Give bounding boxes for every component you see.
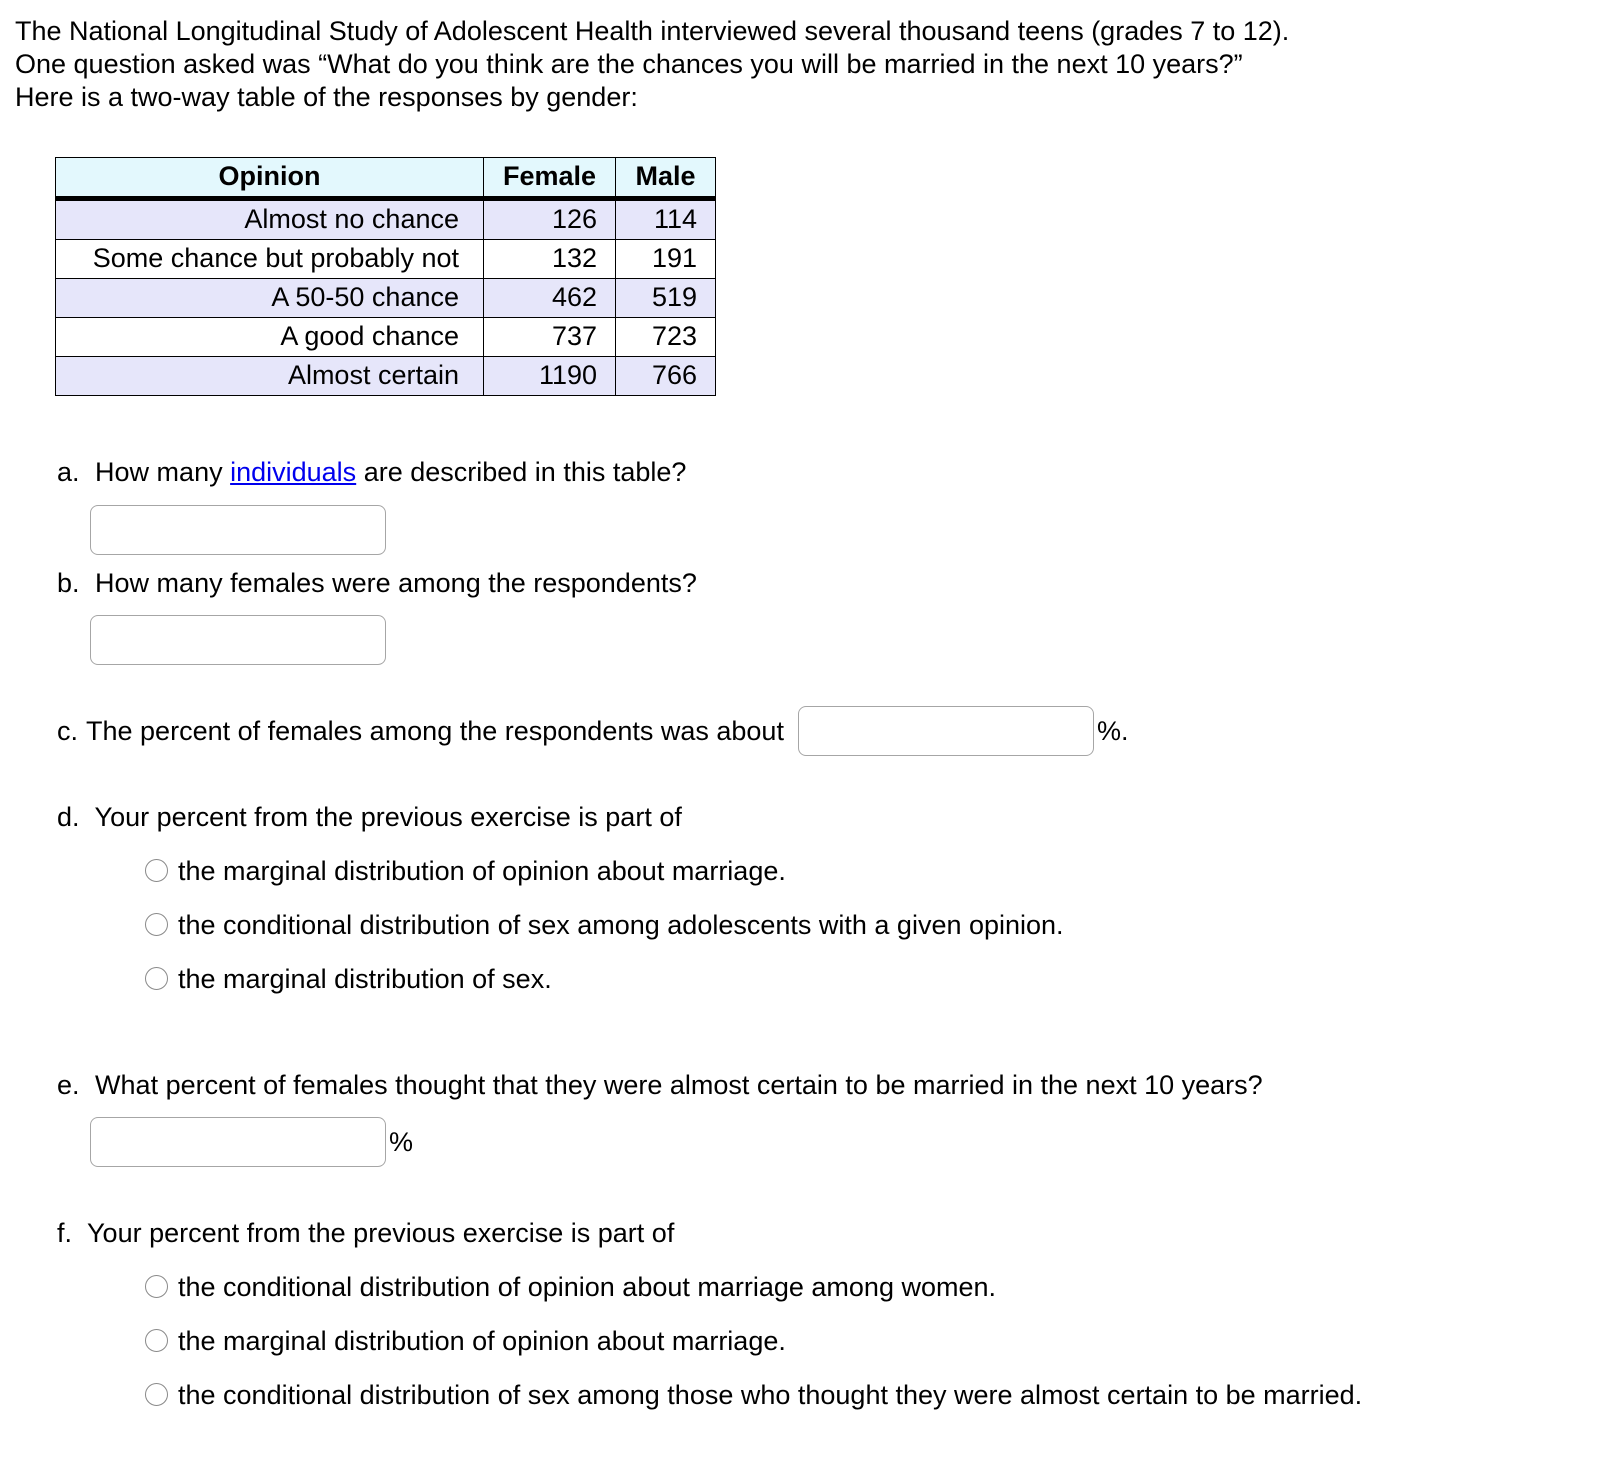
question-c [57,706,1582,756]
radio-button-icon[interactable] [145,1329,168,1352]
question-f-text: Your percent from the previous exercise is part of [87,1218,675,1249]
cell-female: 737 [484,317,616,356]
table-row [56,278,716,317]
option-f-1-label: the conditional distribution of opinion about marriage among women. [178,1271,997,1302]
option-d-1-label: the marginal distribution of opinion about marriage. [178,856,786,887]
cell-female: 1190 [484,356,616,395]
cell-male: 766 [616,356,716,395]
cell-male: 191 [616,239,716,278]
two-way-table [55,157,716,396]
answer-e-row [90,1117,1582,1167]
option-d-2-label: the conditional distribution of sex among adolescents with a given opinion. [178,910,1064,941]
individuals-link[interactable]: individuals [230,456,357,487]
intro-line-3: Here is a two-way table of the responses by gender: [15,82,638,113]
question-a-text-after: are described in this table? [363,456,687,487]
cell-opinion: Almost no chance [56,198,484,239]
option-d-1[interactable] [145,854,1582,889]
table-row [56,317,716,356]
cell-opinion: Some chance but probably not [56,239,484,278]
option-f-2-label: the marginal distribution of opinion about marriage. [178,1326,786,1357]
option-f-3-label: the conditional distribution of sex among those who thought they were almost certain to be married. [178,1380,1363,1411]
cell-female: 126 [484,198,616,239]
cell-male: 519 [616,278,716,317]
option-d-3[interactable] [145,962,1582,997]
cell-male: 114 [616,198,716,239]
question-c-label: c. [57,715,79,746]
cell-female: 132 [484,239,616,278]
option-f-1[interactable] [145,1270,1582,1305]
radio-button-icon[interactable] [145,913,168,936]
question-b-text: How many females were among the respondents? [95,567,697,598]
cell-male: 723 [616,317,716,356]
question-d-text: Your percent from the previous exercise is part of [94,802,682,833]
radio-button-icon[interactable] [145,1383,168,1406]
intro-line-2: One question asked was “What do you think are the chances you will be married in the next 10 years?” [15,49,1243,80]
answer-e-input[interactable] [90,1117,386,1167]
table-row [56,239,716,278]
cell-opinion: A good chance [56,317,484,356]
option-d-3-label: the marginal distribution of sex. [178,964,552,995]
answer-a-input[interactable] [90,505,386,555]
question-c-text: The percent of females among the respondents was about [86,715,784,746]
question-d [57,801,1582,835]
option-d-2[interactable] [145,908,1582,943]
header-opinion: Opinion [56,157,484,198]
question-f [57,1217,1582,1251]
radio-button-icon[interactable] [145,1275,168,1298]
question-e-suffix: % [389,1126,414,1157]
question-e-label: e. [57,1070,80,1101]
header-female: Female [484,157,616,198]
radio-button-icon[interactable] [145,859,168,882]
table-row [56,356,716,395]
intro-paragraph [15,15,1582,115]
answer-c-input[interactable] [798,706,1094,756]
question-e-text: What percent of females thought that they were almost certain to be married in the next 10 years? [95,1070,1263,1101]
question-f-label: f. [57,1218,73,1249]
cell-opinion: A 50-50 chance [56,278,484,317]
question-b-label: b. [57,567,80,598]
question-b [57,567,1582,601]
question-a-text: How many [95,456,223,487]
question-a-label: a. [57,456,80,487]
question-c-suffix: %. [1096,715,1129,746]
table-row [56,198,716,239]
cell-female: 462 [484,278,616,317]
option-f-2[interactable] [145,1324,1582,1359]
question-e [57,1069,1582,1103]
table-header-row [56,157,716,198]
cell-opinion: Almost certain [56,356,484,395]
option-f-3[interactable] [145,1378,1582,1413]
question-a [57,456,1582,490]
answer-b-input[interactable] [90,615,386,665]
question-d-label: d. [57,802,80,833]
header-male: Male [616,157,716,198]
intro-line-1: The National Longitudinal Study of Adolescent Health interviewed several thousand teens (grades 7 to 12). [15,16,1290,46]
radio-button-icon[interactable] [145,967,168,990]
